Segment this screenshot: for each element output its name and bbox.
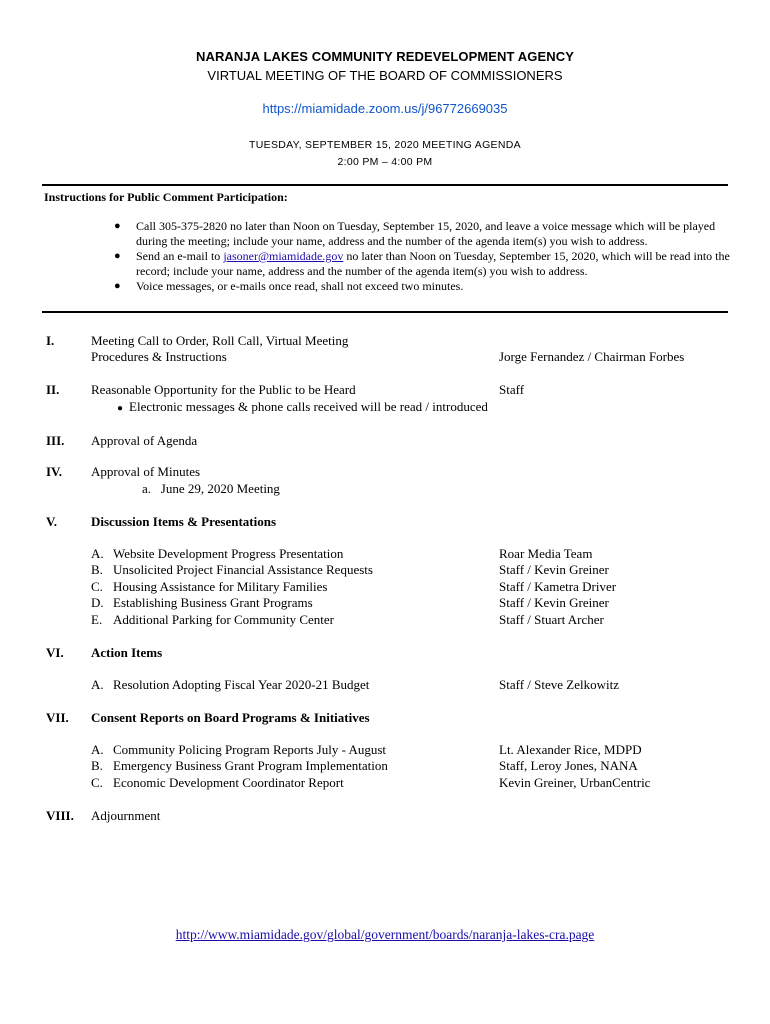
item-text: Economic Development Coordinator Report [113, 774, 344, 790]
item-text: Unsolicited Project Financial Assistance Requests [113, 562, 373, 578]
consent-items-list [91, 742, 491, 791]
instruction-text: Call 305-375-2820 no later than Noon on Tuesday, September 15, 2020, and leave a voice message which will be played during the meeting; include your name, address and the number of the agenda item(s) you wish to address. [136, 219, 716, 248]
section-number: IV. [46, 464, 63, 479]
bullet-icon: ● [114, 220, 121, 232]
list-item [91, 758, 491, 774]
list-item [91, 677, 369, 693]
section-number: VII. [46, 710, 69, 725]
sub-item-label: a. [142, 481, 152, 496]
section-title-cont: Procedures & Instructions [91, 349, 227, 364]
list-item [91, 595, 491, 611]
presenter: Staff / Stuart Archer [499, 611, 604, 627]
section-number: V. [46, 514, 57, 529]
divider-bottom [42, 311, 728, 313]
meeting-date: TUESDAY, SEPTEMBER 15, 2020 MEETING AGENDA [249, 139, 521, 151]
item-label: C. [91, 578, 103, 594]
consent-presenters-list [499, 742, 739, 791]
item-text: Resolution Adopting Fiscal Year 2020-21 Budget [113, 677, 370, 692]
list-item [91, 546, 491, 562]
sub-item [142, 481, 280, 497]
presenter: Staff / Steve Zelkowitz [499, 677, 619, 692]
bullet-icon: ● [114, 250, 121, 262]
instructions-list [114, 219, 734, 294]
meeting-title: VIRTUAL MEETING OF THE BOARD OF COMMISSIONERS [207, 68, 563, 83]
section-title: Reasonable Opportunity for the Public to be Heard [91, 382, 356, 397]
footer-link[interactable]: http://www.miamidade.gov/global/government/boards/naranja-lakes-cra.page [175, 927, 595, 942]
instruction-text-post: no later than Noon on Tuesday, September 15, 2020, which will be read into the record; include your name, address and the number of the agenda item(s) you wish to address. [136, 249, 730, 278]
item-text: Emergency Business Grant Program Implementation [113, 758, 388, 774]
presenter: Staff [499, 382, 525, 397]
section-bullet-text: Electronic messages & phone calls received will be read / introduced [129, 399, 488, 414]
section-title: Approval of Minutes [91, 464, 201, 479]
discussion-presenters-list [499, 546, 739, 628]
item-label: E. [91, 611, 103, 627]
section-number: VI. [46, 645, 64, 660]
item-text: Additional Parking for Community Center [113, 611, 334, 627]
section-bullet [117, 399, 488, 415]
presenter: Staff, Leroy Jones, NANA [499, 758, 638, 774]
item-text: Website Development Progress Presentation [113, 546, 344, 561]
footer-link-line [0, 927, 770, 943]
item-label: D. [91, 595, 104, 611]
zoom-link-line [0, 101, 770, 116]
list-item [91, 742, 491, 758]
presenter: Staff / Kametra Driver [499, 578, 617, 594]
list-item [91, 579, 491, 595]
item-label: A. [91, 677, 104, 692]
item-text: Establishing Business Grant Programs [113, 595, 313, 611]
zoom-link[interactable]: https://miamidade.zoom.us/j/96772669035 [262, 101, 508, 116]
section-number: I. [46, 333, 55, 348]
instructions-heading: Instructions for Public Comment Participation: [44, 190, 288, 204]
bullet-icon: ● [114, 280, 121, 292]
section-title: Discussion Items & Presentations [91, 514, 277, 529]
item-label: A. [91, 742, 104, 757]
bullet-icon: ● [117, 403, 124, 414]
section-title: Approval of Agenda [91, 433, 198, 448]
presenter: Staff / Kevin Greiner [499, 562, 609, 578]
item-label: B. [91, 562, 103, 578]
list-item [91, 612, 491, 628]
list-item [91, 562, 491, 578]
instruction-item [114, 249, 734, 279]
section-title: Action Items [91, 645, 163, 660]
instruction-text-pre: Send an e-mail to [136, 249, 224, 263]
email-link[interactable]: jasoner@miamidade.gov [223, 249, 344, 263]
section-title: Meeting Call to Order, Roll Call, Virtual Meeting [91, 333, 349, 348]
item-label: B. [91, 758, 103, 774]
section-title: Adjournment [91, 808, 161, 823]
organization-title: NARANJA LAKES COMMUNITY REDEVELOPMENT AGENCY [195, 49, 575, 64]
presenter: Roar Media Team [499, 546, 593, 561]
sub-item-text: June 29, 2020 Meeting [160, 481, 280, 496]
item-text: Community Policing Program Reports July - August [113, 742, 387, 757]
presenter: Kevin Greiner, UrbanCentric [499, 774, 651, 790]
item-label: C. [91, 774, 103, 790]
meeting-time: 2:00 PM – 4:00 PM [337, 156, 433, 168]
instruction-item [114, 279, 734, 294]
divider-top [42, 184, 728, 186]
presenter: Staff / Kevin Greiner [499, 595, 609, 611]
item-text: Housing Assistance for Military Families [113, 578, 328, 594]
section-number: II. [46, 382, 60, 397]
item-label: A. [91, 546, 104, 561]
discussion-items-list [91, 546, 491, 628]
list-item [91, 775, 491, 791]
presenter: Lt. Alexander Rice, MDPD [499, 742, 642, 757]
presenter: Jorge Fernandez / Chairman Forbes [499, 349, 685, 364]
instruction-item [114, 219, 734, 249]
section-number: VIII. [46, 808, 74, 823]
section-title: Consent Reports on Board Programs & Initiatives [91, 710, 370, 725]
instruction-text: Voice messages, or e-mails once read, shall not exceed two minutes. [136, 279, 464, 293]
section-number: III. [46, 433, 65, 448]
